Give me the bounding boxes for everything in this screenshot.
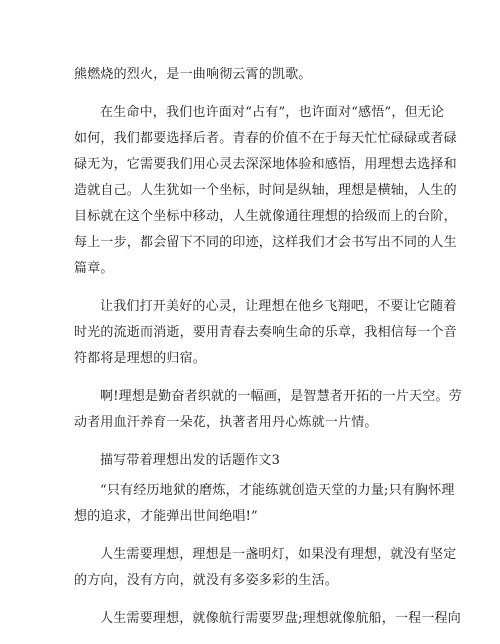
paragraph-open-heart [74,294,457,372]
text-line: 动者用血汗养育一朵花，执著者用丹心炼就一片情。 [74,415,378,430]
paragraph-ideal-painting [74,384,462,436]
text-line: 的方向，没有方向，就没有多姿多彩的生活。 [74,573,339,588]
essay-title: 描写带着理想出发的话题作文3 [100,453,281,468]
text-line: 让我们打开美好的心灵，让理想在他乡飞翔吧，不要让它随着 [100,299,457,314]
paragraph-closing-line [74,62,430,88]
text-line: 人生需要理想，就像航行需要罗盘;理想就像航船，一程一程向 [100,611,461,626]
paragraph-quote [74,478,455,530]
text-line: 篇章。 [74,261,114,276]
paragraph-compass [74,606,461,632]
text-line: 啊!理想是勤奋者织就的一幅画，是智慧者开拓的一片天空。劳 [100,389,462,404]
text-line: 每上一步，都会留下不同的印迹，这样我们才会书写出不同的人生 [74,235,457,250]
text-line: 想的追求，才能弹出世间绝唱!” [74,509,258,524]
document-body [74,62,462,644]
text-line: 目标就在这个坐标中移动，人生就像通往理想的拾级而上的台阶， [74,209,457,224]
text-line: 在生命中，我们也许面对“占有”，也许面对“感悟”，但无论 [100,105,445,120]
paragraph-life-choice [74,100,457,282]
text-line: 造就自己。人生犹如一个坐标，时间是纵轴，理想是横轴，人生的 [74,183,457,198]
paragraph-lamp [74,542,457,594]
text-line: 时光的流逝而消逝，要用青春去奏响生命的乐章，我相信每一个音 [74,325,457,340]
text-line: 符都将是理想的归宿。 [74,351,207,366]
text-line: 人生需要理想，理想是一盏明灯，如果没有理想，就没有坚定 [100,547,457,562]
text-line: “只有经历地狱的磨炼，才能练就创造天堂的力量;只有胸怀理 [100,483,455,498]
essay-heading [74,448,430,474]
text-line: 如何，我们都要选择后者。青春的价值不在于每天忙忙碌碌或者碌 [74,131,457,146]
text-line: 碌无为，它需要我们用心灵去深深地体验和感悟，用理想去选择和 [74,157,457,172]
text-line: 熊燃烧的烈火，是一曲响彻云霄的凯歌。 [74,67,312,82]
